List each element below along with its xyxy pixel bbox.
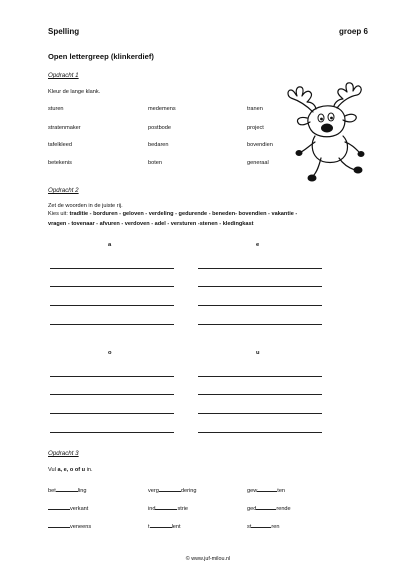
word-item: betekenis — [48, 160, 72, 166]
fill-suffix: lent — [171, 524, 181, 530]
answer-line[interactable] — [50, 305, 174, 306]
fill-item — [247, 486, 285, 494]
word-item: tafelkleed — [48, 142, 72, 148]
fill-blank[interactable] — [155, 504, 177, 510]
answer-line[interactable] — [198, 376, 322, 377]
word-item: generaal — [247, 160, 269, 166]
fill-blank[interactable] — [48, 504, 70, 510]
answer-line[interactable] — [50, 268, 174, 269]
answer-line[interactable] — [50, 413, 174, 414]
answer-line[interactable] — [50, 394, 174, 395]
kies-uit-words-line2: vragen - tovenaar - afvuren - verdoven - adel - versturen -stenen - kledingkast — [48, 221, 254, 227]
answer-line[interactable] — [198, 394, 322, 395]
fill-item — [48, 522, 91, 530]
answer-line[interactable] — [50, 286, 174, 287]
opdracht-2-instruction: Zet de woorden in de juiste rij. — [48, 203, 123, 209]
fill-blank[interactable] — [159, 486, 181, 492]
answer-line[interactable] — [50, 432, 174, 433]
kies-uit-words-line1: traditie - borduren - geloven - verdeling - gedurende - beneden- bovendien - vakantie - — [69, 211, 298, 217]
fill-item — [48, 486, 87, 494]
kies-uit-prefix: Kies uit: — [48, 211, 70, 217]
column-header-a: a — [108, 242, 112, 248]
word-item: bovendien — [247, 142, 273, 148]
word-item: bedaren — [148, 142, 169, 148]
opdracht-3-heading: Opdracht 3 — [48, 450, 79, 457]
footer-copyright: © www.juf-milou.nl — [185, 556, 231, 562]
answer-line[interactable] — [198, 432, 322, 433]
answer-line[interactable] — [198, 305, 322, 306]
word-item: boten — [148, 160, 162, 166]
answer-line[interactable] — [198, 324, 322, 325]
fill-suffix: dering — [180, 488, 197, 494]
fill-blank[interactable] — [256, 504, 276, 510]
fill-blank[interactable] — [48, 522, 70, 528]
subject-label: Spelling — [48, 27, 80, 36]
fill-prefix: verg — [148, 488, 159, 494]
fill-prefix: ged — [247, 506, 257, 512]
opdracht-1-instruction: Kleur de lange klank. — [48, 89, 101, 95]
opdracht-2-heading: Opdracht 2 — [48, 187, 79, 194]
fill-suffix: ten — [277, 488, 286, 494]
opdracht-1-heading: Opdracht 1 — [48, 72, 79, 79]
fill-prefix: bet — [48, 488, 56, 494]
opdracht-3-instruction — [48, 466, 93, 474]
answer-line[interactable] — [198, 413, 322, 414]
fill-item — [148, 486, 196, 494]
word-item: stratenmaker — [48, 125, 81, 131]
word-item: tranen — [247, 106, 263, 112]
word-item: project — [247, 125, 264, 131]
answer-line[interactable] — [50, 376, 174, 377]
fill-suffix: ling — [77, 488, 87, 494]
fill-blank[interactable] — [56, 486, 78, 492]
opdracht-2-kies-uit — [48, 210, 297, 218]
answer-line[interactable] — [198, 268, 322, 269]
fill-item — [247, 504, 291, 512]
fill-prefix: gew — [247, 488, 258, 494]
fill-item — [48, 504, 88, 512]
column-header-o: o — [108, 350, 112, 356]
fill-suffix: rende — [276, 506, 291, 512]
page-title: Open lettergreep (klinkerdief) — [48, 52, 154, 61]
instruction-pre: Vul — [48, 467, 58, 473]
fill-prefix: st — [247, 524, 252, 530]
fill-suffix: verkant — [70, 506, 89, 512]
word-item: postbode — [148, 125, 172, 131]
fill-suffix: strie — [177, 506, 189, 512]
answer-line[interactable] — [50, 324, 174, 325]
fill-suffix: veneens — [70, 524, 92, 530]
fill-item — [247, 522, 279, 530]
fill-item — [148, 522, 181, 530]
fill-blank[interactable] — [150, 522, 172, 528]
column-header-u: u — [256, 350, 260, 356]
word-item: sturen — [48, 106, 64, 112]
fill-item — [148, 504, 188, 512]
word-item: medemens — [148, 106, 176, 112]
fill-suffix: ren — [271, 524, 280, 530]
fill-prefix: t — [148, 524, 150, 530]
instruction-post: in. — [85, 467, 93, 473]
fill-prefix: ind — [148, 506, 156, 512]
column-header-e: e — [256, 242, 260, 248]
fill-blank[interactable] — [251, 522, 271, 528]
reindeer-illustration — [283, 78, 379, 188]
instruction-letters: a, e, o of u — [57, 467, 86, 473]
group-label: groep 6 — [339, 27, 368, 36]
answer-line[interactable] — [198, 286, 322, 287]
fill-blank[interactable] — [257, 486, 277, 492]
